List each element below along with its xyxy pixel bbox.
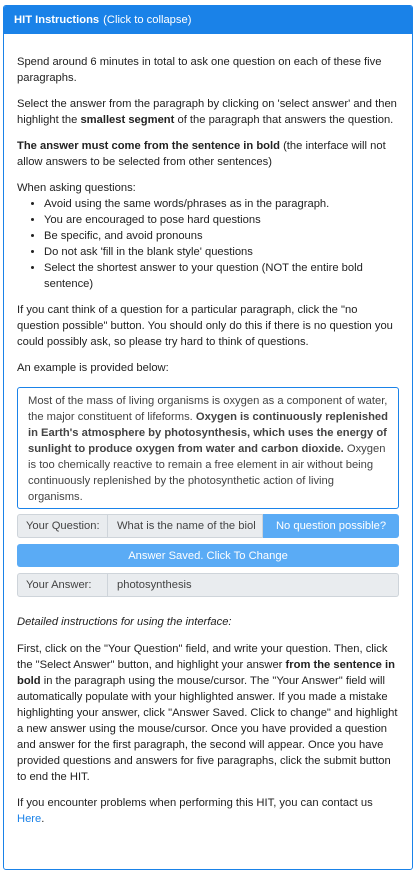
- detailed-heading: [17, 614, 399, 630]
- contact-before: If you encounter problems when performing this HIT, you can contact us: [17, 797, 373, 809]
- asking-item: • Be specific, and avoid pronouns: [44, 228, 399, 244]
- instructions-panel: [3, 5, 413, 870]
- question-label: Your Question:: [17, 514, 108, 538]
- asking-item: • Do not ask 'fill in the blank style' questions: [44, 244, 399, 260]
- detailed-instructions: [17, 641, 399, 785]
- example-intro: An example is provided below:: [17, 362, 169, 374]
- select-instruction-after: of the paragraph that answers the question.: [174, 114, 394, 126]
- answer-label: Your Answer:: [17, 573, 108, 597]
- asking-list: [17, 196, 399, 292]
- bold-rule-after: (the interface will not allow answers to be selected from other sentences): [17, 140, 386, 168]
- question-input[interactable]: What is the name of the biol: [108, 514, 263, 538]
- asking-item: • Avoid using the same words/phrases as in the paragraph.: [44, 196, 399, 212]
- detailed-after: in the paragraph using the mouse/cursor. The "Your Answer" field will automatically populate with your highlighted answer. If you made a mistake highlighting your answer, click "Answer Saved. Click to change" and highlight a new answer using the mouse/cursor. Once you have provided a question and answer for the first paragraph, the second will appear. Once you have provided questions and answers for five paragraphs, click the submit button to end the HIT.: [17, 675, 398, 783]
- answer-row: [17, 573, 399, 597]
- panel-header-toggle[interactable]: [4, 6, 412, 34]
- no-question-note: If you cant think of a question for a particular paragraph, click the "no question possible" button. You should only do this if there is no question you could possibly ask, so please try hard to think of questions.: [17, 304, 393, 348]
- example-after: Oxygen is too chemically reactive to remain a free element in air without being continuously replenished by the photosynthetic action of living organisms.: [28, 443, 386, 503]
- detailed-before: First, click on the "Your Question" field, and write your question. Then, click the "Select Answer" button, and highlight your answer: [17, 643, 388, 671]
- select-instruction: [17, 96, 399, 128]
- answer-input: photosynthesis: [108, 573, 399, 597]
- bold-rule: [17, 138, 399, 170]
- asking-heading: When asking questions:: [17, 182, 136, 194]
- contact-after: .: [41, 813, 45, 825]
- panel-body: [4, 54, 412, 827]
- detailed-strong: from the sentence in bold: [17, 659, 395, 687]
- collapse-hint: (Click to collapse): [103, 14, 192, 26]
- contact-link[interactable]: Here: [17, 813, 42, 825]
- asking-item: • Select the shortest answer to your question (NOT the entire bold sentence): [44, 260, 399, 292]
- example-paragraph: [17, 387, 399, 509]
- asking-item: • You are encouraged to pose hard questions: [44, 212, 399, 228]
- select-instruction-before: Select the answer from the paragraph by clicking on 'select answer' and then highlight the: [17, 98, 397, 126]
- example-bold-sentence: Oxygen is continuously replenished in Earth's atmosphere by photosynthesis, which uses the energy of sunlight to produce oxygen from water and carbon dioxide.: [28, 411, 388, 455]
- intro-text: Spend around 6 minutes in total to ask one question on each of these five paragraphs.: [17, 56, 382, 84]
- detailed-heading-text: Detailed instructions for using the interface:: [17, 616, 232, 628]
- contact-text: [17, 795, 399, 827]
- select-instruction-strong: smallest segment: [80, 114, 175, 126]
- question-row: [17, 514, 399, 538]
- bold-rule-strong: The answer must come from the sentence in bold: [17, 140, 280, 152]
- answer-saved-button[interactable]: Answer Saved. Click To Change: [17, 544, 399, 567]
- no-question-button[interactable]: No question possible?: [263, 514, 399, 538]
- panel-title: HIT Instructions: [14, 14, 100, 26]
- example-before: Most of the mass of living organisms is oxygen as a component of water, the major constituent of lifeforms.: [28, 395, 388, 423]
